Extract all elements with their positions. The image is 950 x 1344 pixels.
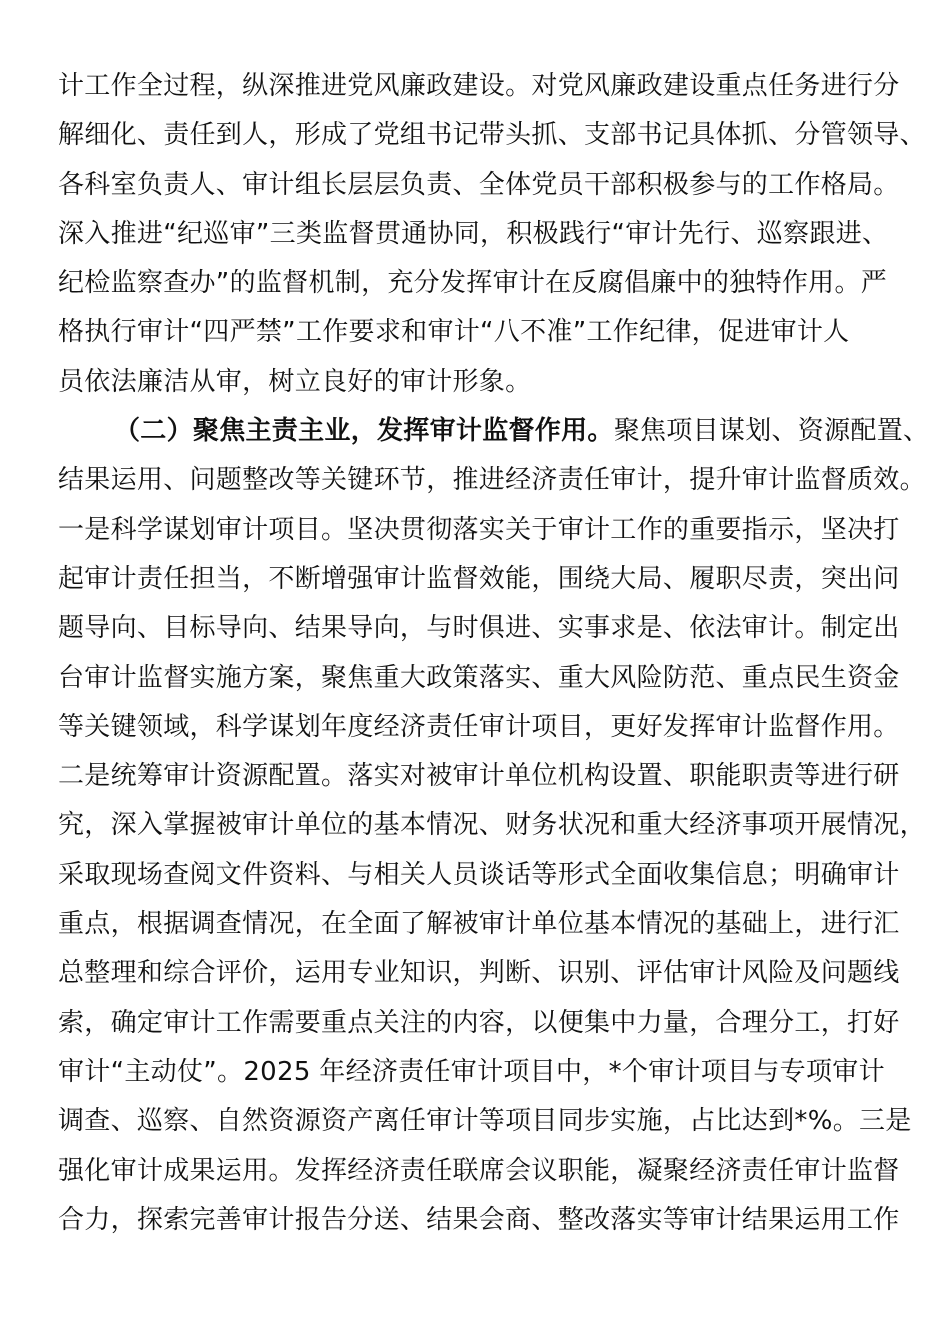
text-line: 等关键领域，科学谋划年度经济责任审计项目，更好发挥审计监督作用。 xyxy=(58,711,900,742)
text-line: 究，深入掌握被审计单位的基本情况、财务状况和重大经济事项开展情况， xyxy=(58,810,926,841)
text-line: 起审计责任担当，不断增强审计监督效能，围绕大局、履职尽责，突出问 xyxy=(58,563,900,594)
text-line: 员依法廉洁从审，树立良好的审计形象。 xyxy=(58,366,532,397)
text-line: 合力，探索完善审计报告分送、结果会商、整改落实等审计结果运用工作 xyxy=(58,1204,900,1235)
text-line: 重点，根据调查情况，在全面了解被审计单位基本情况的基础上，进行汇 xyxy=(58,909,900,940)
document-body xyxy=(58,62,930,1245)
text-line: 审计“主动仗”。2025 年经济责任审计项目中，*个审计项目与专项审计 xyxy=(58,1056,885,1087)
text-line: 解细化、责任到人，形成了党组书记带头抓、支部书记具体抓、分管领导、 xyxy=(58,120,926,151)
text-line: 索，确定审计工作需要重点关注的内容，以便集中力量，合理分工，打好 xyxy=(58,1007,900,1038)
text-line: 各科室负责人、审计组长层层负责、全体党员干部积极参与的工作格局。 xyxy=(58,169,900,200)
text-line: 台审计监督实施方案，聚焦重大政策落实、重大风险防范、重点民生资金 xyxy=(58,662,900,693)
text-line: 强化审计成果运用。发挥经济责任联席会议职能，凝聚经济责任审计监督 xyxy=(58,1155,900,1186)
text-line: 总整理和综合评价，运用专业知识，判断、识别、评估审计风险及问题线 xyxy=(58,958,900,989)
text-line: 结果运用、问题整改等关键环节，推进经济责任审计，提升审计监督质效。 xyxy=(58,465,926,496)
section-2-first-line-text: 聚焦项目谋划、资源配置、 xyxy=(613,416,930,447)
text-line: 深入推进“纪巡审”三类监督贯通协同，积极践行“审计先行、巡察跟进、 xyxy=(58,218,889,249)
text-line: 计工作全过程，纵深推进党风廉政建设。对党风廉政建设重点任务进行分 xyxy=(58,71,900,101)
section-2-heading: （二）聚焦主责主业，发挥审计监督作用。 xyxy=(114,416,614,447)
text-line: 纪检监察查办”的监督机制，充分发挥审计在反腐倡廉中的独特作用。严 xyxy=(58,268,888,299)
text-line: 调查、巡察、自然资源资产离任审计等项目同步实施，占比达到*%。三是 xyxy=(58,1106,912,1137)
text-line: 二是统筹审计资源配置。落实对被审计单位机构设置、职能职责等进行研 xyxy=(58,761,900,792)
text-line: 格执行审计“四严禁”工作要求和审计“八不准”工作纪律，促进审计人 xyxy=(58,317,850,348)
text-line: 题导向、目标导向、结果导向，与时俱进、实事求是、依法审计。制定出 xyxy=(58,613,900,644)
text-line: 采取现场查阅文件资料、与相关人员谈话等形式全面收集信息；明确审计 xyxy=(58,859,900,890)
section-2-first-line xyxy=(58,407,930,456)
text-line: 一是科学谋划审计项目。坚决贯彻落实关于审计工作的重要指示，坚决打 xyxy=(58,514,900,545)
